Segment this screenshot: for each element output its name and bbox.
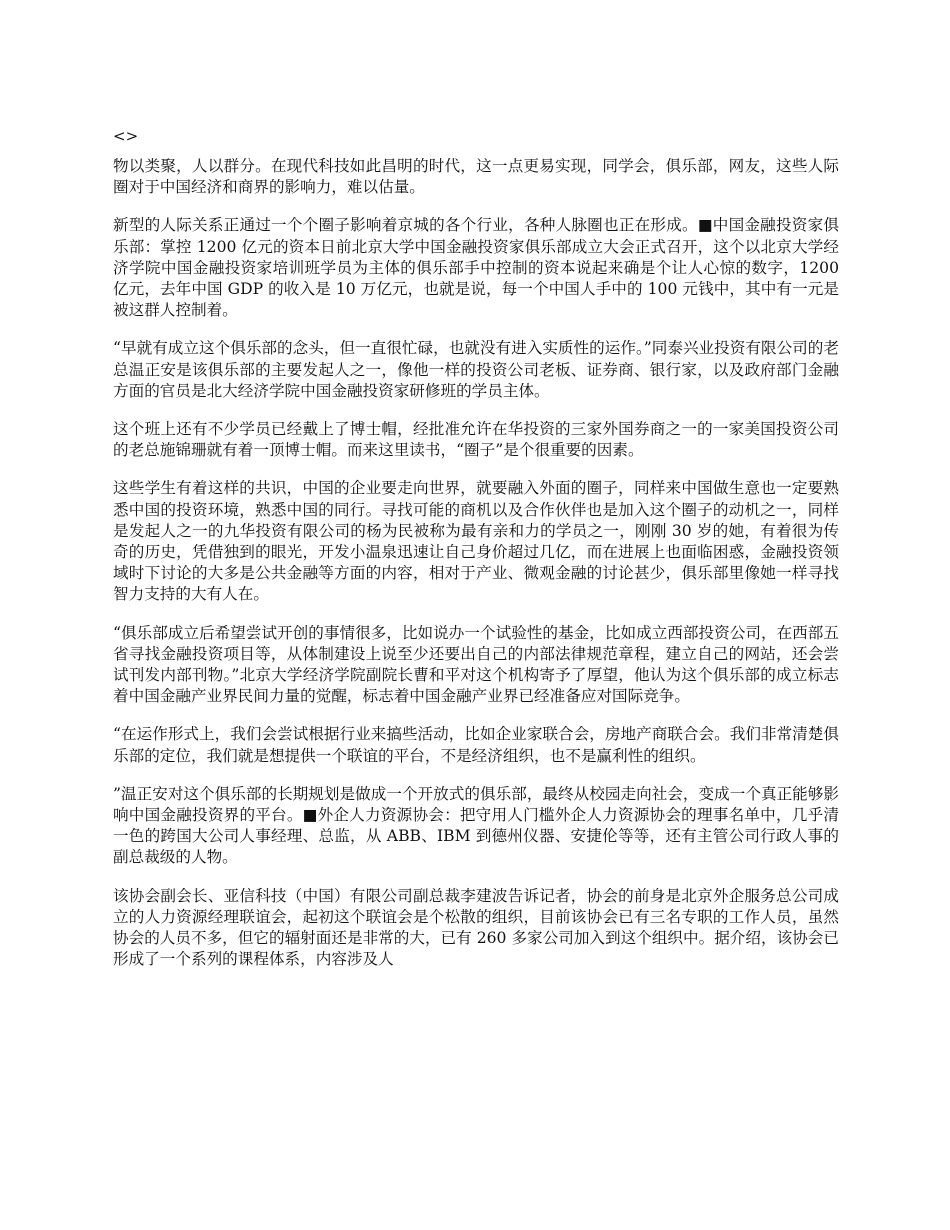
paragraph-4: 这个班上还有不少学员已经戴上了博士帽，经批准允许在华投资的三家外国券商之一的一家美国投资公司的老总施锦珊就有着一顶博士帽。而来这里读书，“圈子”是个很重要的因素。 <box>113 420 839 460</box>
paragraph-8: ”温正安对这个俱乐部的长期规划是做成一个开放式的俱乐部，最终从校园走向社会，变成一个真正能够影响中国金融投资界的平台。■外企人力资源协会：把守用人门槛外企人力资源协会的理事名单中，几乎清一色的跨国大公司人事经理、总监，从 ABB、IBM 到德州仪器、安捷伦等等，还有主管公司行政人事的副总裁级的人物。 <box>113 784 839 867</box>
paragraph-1: 物以类聚，人以群分。在现代科技如此昌明的时代，这一点更易实现，同学会，俱乐部，网友，这些人际圈对于中国经济和商界的影响力，难以估量。 <box>113 157 839 197</box>
paragraph-5: 这些学生有着这样的共识，中国的企业要走向世界，就要融入外面的圈子，同样来中国做生意也一定要熟悉中国的投资环境，熟悉中国的同行。寻找可能的商机以及合作伙伴也是加入这个圈子的动机之一，同样是发起人之一的九华投资有限公司的杨为民被称为最有亲和力的学员之一，刚刚 30 岁的她，有着很为传奇的历史，凭借独到的眼光，开发小温泉迅速让自己身价超过几亿，而在进展上也面临困惑，金融投资领域时下讨论的大多是公共金融等方面的内容，相对于产业、微观金融的讨论甚少，俱乐部里像她一样寻找智力支持的大有人在。 <box>113 479 839 604</box>
paragraph-6: “俱乐部成立后希望尝试开创的事情很多，比如说办一个试验性的基金，比如成立西部投资公司，在西部五省寻找金融投资项目等，从体制建设上说至少还要出自己的内部法律规范章程，建立自己的网站，还会尝试刊发内部刊物。”北京大学经济学院副院长曹和平对这个机构寄予了厚望，他认为这个俱乐部的成立标志着中国金融产业界民间力量的觉醒，标志着中国金融产业界已经准备应对国际竞争。 <box>113 623 839 706</box>
document-marker: <> <box>113 127 139 145</box>
paragraph-3: “早就有成立这个俱乐部的念头，但一直很忙碌，也就没有进入实质性的运作。”同泰兴业投资有限公司的老总温正安是该俱乐部的主要发起人之一，像他一样的投资公司老板、证券商、银行家，以及政府部门金融方面的官员是北大经济学院中国金融投资家研修班的学员主体。 <box>113 339 839 400</box>
paragraph-2: 新型的人际关系正通过一个个圈子影响着京城的各个行业，各种人脉圈也正在形成。■中国金融投资家俱乐部：掌控 1200 亿元的资本日前北京大学中国金融投资家俱乐部成立大会正式召开，这个以北京大学经济学院中国金融投资家培训班学员为主体的俱乐部手中控制的资本说起来确是个让人心惊的数字，1200 亿元，去年中国 GDP 的收入是 10 万亿元，也就是说，每一个中国人手中的 100 元钱中，其中有一元是被这群人控制着。 <box>113 216 839 320</box>
paragraph-7: “在运作形式上，我们会尝试根据行业来搞些活动，比如企业家联合会，房地产商联合会。我们非常清楚俱乐部的定位，我们就是想提供一个联谊的平台，不是经济组织，也不是赢利性的组织。 <box>113 725 839 765</box>
document-page <box>113 126 839 988</box>
paragraph-9: 该协会副会长、亚信科技（中国）有限公司副总裁李建波告诉记者，协会的前身是北京外企服务总公司成立的人力资源经理联谊会，起初这个联谊会是个松散的组织，目前该协会已有三名专职的工作人员，虽然协会的人员不多，但它的辐射面还是非常的大，已有 260 多家公司加入到这个组织中。据介绍，该协会已形成了一个系列的课程体系，内容涉及人 <box>113 886 839 969</box>
